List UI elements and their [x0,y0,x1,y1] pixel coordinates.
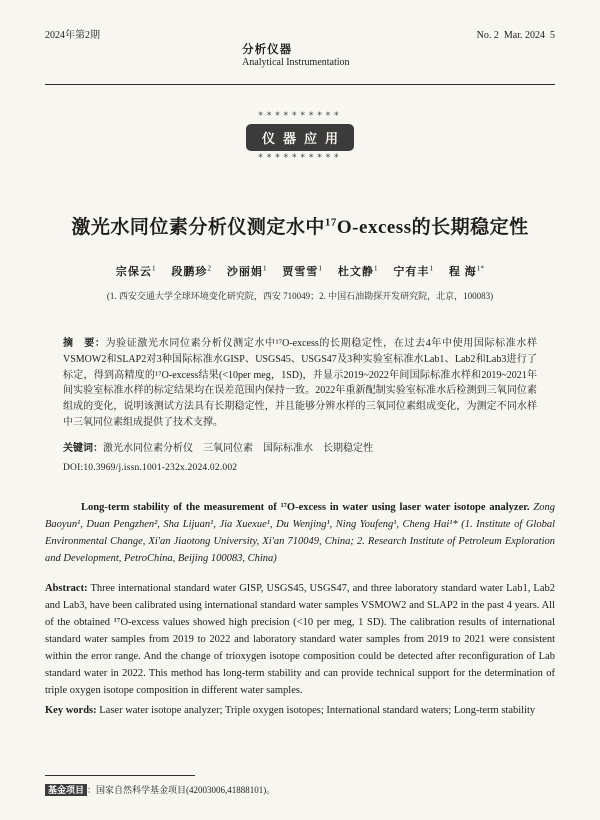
journal-title-en: Analytical Instrumentation [242,57,350,68]
author-name: 程 海 [448,266,477,278]
doi: DOI:10.3969/j.issn.1001-232x.2024.02.002 [63,462,238,473]
author [282,263,323,278]
author-name: 杜文静 [337,266,374,278]
journal-title-cn: 分析仪器 [242,44,293,56]
article-title-cn [45,212,555,239]
author-affiliation-sup: 1 [318,263,323,273]
footnote-divider [45,775,195,776]
author-affiliation-sup: 1 [373,263,378,273]
keywords-text-en: Laser water isotope analyzer; Triple oxygen isotopes; International standard waters; Long-term stability [99,704,536,716]
author-name: 贾雪雪 [282,266,319,278]
title-cn-sup: 17 [324,216,337,229]
author-affiliation-sup: 1 [429,263,434,273]
abstract-text-en: Three international standard water GISP, USGS45, USGS47, and three laboratory standard water Lab1, Lab2 and Lab3, have been calibrated using international standard water samples VSMOW2 and SLAP2 in the past 4 years. All of the obtained ¹⁷O-excess values showed high precision (<10 per meg, 1 SD). The calibration results of international standard water samples from 2019 to 2022 and laboratory standard water samples from 2019 to 2021 were consistent within the error range. And the change of trioxygen isotope composition could be detected after reconfiguration of Lab standard water in 2022. This method has long-term stability and can provide technical support for the determination of triple oxygen isotope composition in different water samples. [45,582,555,696]
header-issue: 2024年第2期 [45,30,100,41]
author-affiliation-sup: 2 [207,263,212,273]
badge-stars-bottom: ********** [257,153,343,163]
keywords-label-en: Key words: [45,704,97,716]
funding-footnote [45,775,555,796]
abstract-label-en: Abstract: [45,582,88,594]
badge-stars-top: ********** [257,111,343,121]
affiliation-cn: (1. 西安交通大学全球环境变化研究院，西安 710049；2. 中国石油勘探开发研究院，北京，100083) [106,291,494,301]
authors-cn [45,263,555,279]
keywords-label-cn: 关键词： [63,442,103,454]
header-divider [45,84,555,85]
abstract-cn [45,336,555,431]
abstract-label-cn: 摘 要： [63,338,106,349]
header-number-page: No. 2 Mar. 2024 5 [476,30,555,41]
funding-label: 基金项目 [45,784,87,796]
header-journal-title [227,30,349,79]
title-en [45,499,555,567]
author-affiliation-sup: 1 [151,263,156,273]
author [393,263,434,278]
keywords-en [45,702,555,719]
author-name: 宗保云 [115,266,152,278]
author-affiliation-sup: 1 [262,263,267,273]
title-cn-pre: 激光水同位素分析仪测定水中 [71,217,325,238]
author [226,263,267,278]
author-name: 段鹏珍 [171,266,208,278]
badge-label: 仪器应用 [246,124,354,151]
authors-en: Zong Baoyun¹, Duan Pengzhen², Sha Lijuan¹, Jia Xuexue¹, Du Wenjing¹, Ning Youfeng¹, Cheng Hai¹* [45,501,556,530]
funding-text: ：国家自然科学基金项目(42003006,41888101)。 [87,785,276,795]
abstract-en [45,580,555,699]
title-en-text: Long-term stability of the measurement of ¹⁷O-excess in water using laser water isotope analyzer. [81,501,530,513]
author-name: 沙丽娟 [226,266,263,278]
keywords-text-cn: 激光水同位素分析仪 三氧同位素 国际标准水 长期稳定性 [103,442,373,454]
affiliation-en: (1. Institute of Global Environmental Change, Xi'an Jiaotong University, Xi'an 710049, China; 2. Research Institute of Petroleum Exploration and Development, PetroChina, Beijing 100083, China) [45,518,556,564]
author [171,263,212,278]
author [448,263,485,278]
keywords-cn [45,439,555,454]
title-cn-post: O-excess的长期稳定性 [336,217,529,238]
abstract-text-cn: 为验证激光水同位素分析仪测定水中¹⁷O-excess的长期稳定性，在过去4年中使用国际标准水样VSMOW2和SLAP2对3种国际标准水GISP、USGS45、USGS47及3种实验室标准水Lab1、Lab2和Lab3进行了标定，得到高精度的¹⁷O-excess结果(<10per meg，1SD)，并显示2019~2022年间国际标准水样和2019~2021年间实验室标准水样的标定结果均在误差范围内保持一致。2022年重新配制实验室标准水后检测到三氧同位素组成的变化，说明该测试方法具有长期稳定性，并且能够分辨水样的三氧同位素组成变化，为测定不同水样中三氧同位素组成提供了技术支撑。 [63,338,538,428]
author [337,263,378,278]
author [115,263,156,278]
column-badge [45,113,555,162]
page-header [45,26,555,79]
author-affiliation-sup: 1* [476,263,485,273]
author-name: 宁有丰 [393,266,430,278]
